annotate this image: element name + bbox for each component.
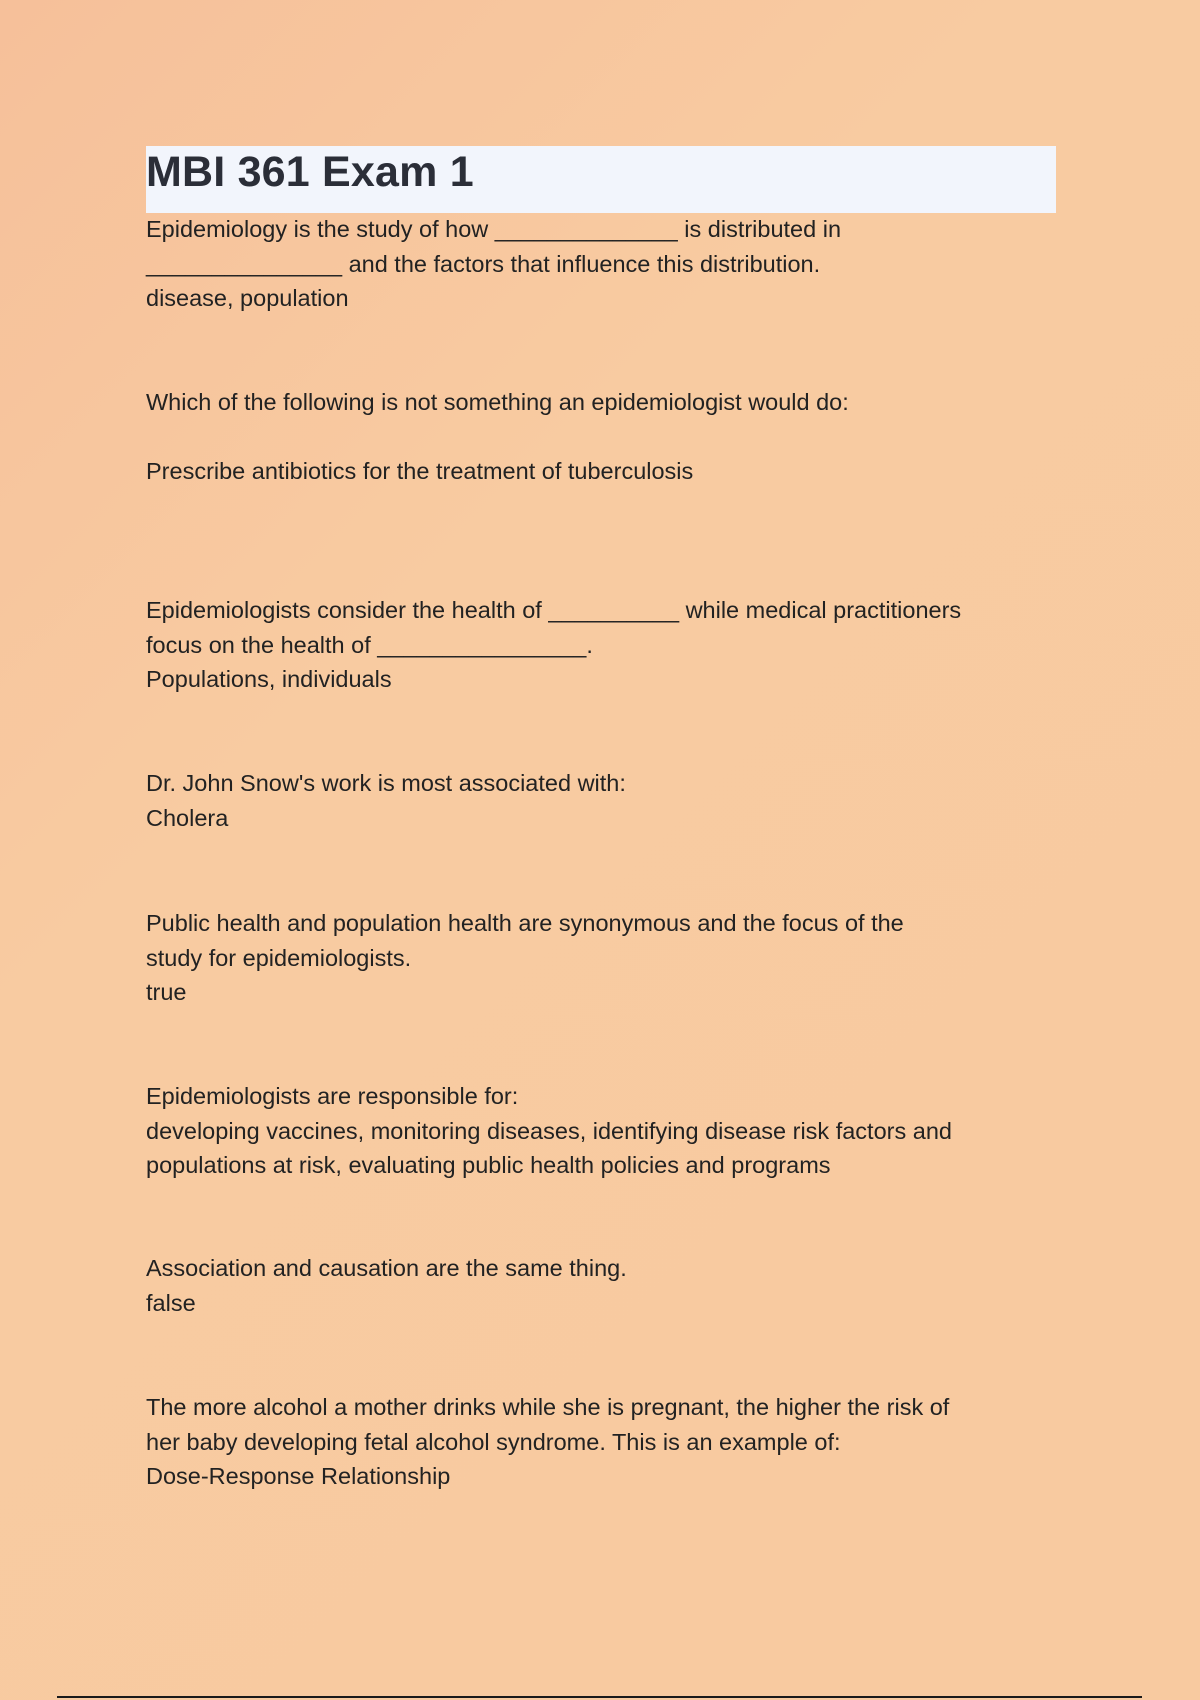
- question-line: Which of the following is not something an epidemiologist would do:: [146, 389, 849, 415]
- question-line: Association and causation are the same thing.: [146, 1255, 627, 1281]
- question-line: focus on the health of ________________.: [146, 631, 593, 658]
- qa-item: [146, 906, 1066, 1010]
- question-line: Dr. John Snow's work is most associated with:: [146, 770, 626, 796]
- blank-line: [146, 420, 1066, 455]
- answer-line: developing vaccines, monitoring diseases, identifying disease risk factors and: [146, 1117, 952, 1144]
- question-line: Public health and population health are synonymous and the focus of the: [146, 910, 904, 936]
- page-divider: [57, 1696, 1142, 1698]
- question-line: Epidemiologists are responsible for:: [146, 1083, 519, 1109]
- answer-line: Cholera: [146, 804, 229, 831]
- answer-line: Prescribe antibiotics for the treatment of tuberculosis: [146, 458, 694, 484]
- answer-line: true: [146, 979, 187, 1005]
- answer-line: disease, population: [146, 285, 349, 311]
- page-title: MBI 361 Exam 1: [146, 148, 474, 196]
- qa-item: [146, 1251, 1066, 1320]
- qa-item: [146, 385, 1066, 489]
- question-line: Epidemiologists consider the health of __________ while medical practitioners: [146, 597, 962, 623]
- answer-line: populations at risk, evaluating public health policies and programs: [146, 1152, 831, 1178]
- qa-item: [146, 1079, 1066, 1183]
- question-line: Epidemiology is the study of how ______________ is distributed in: [146, 216, 842, 242]
- answer-line: false: [146, 1289, 196, 1316]
- answer-line: Dose-Response Relationship: [146, 1463, 451, 1489]
- question-line: study for epidemiologists.: [146, 944, 412, 971]
- qa-item: [146, 766, 1066, 835]
- qa-item: [146, 1390, 1066, 1494]
- answer-line: Populations, individuals: [146, 666, 392, 692]
- qa-item: [146, 593, 1066, 697]
- question-line: her baby developing fetal alcohol syndrome. This is an example of:: [146, 1428, 841, 1455]
- question-line: The more alcohol a mother drinks while she is pregnant, the higher the risk of: [146, 1394, 950, 1420]
- qa-item: [146, 212, 1066, 316]
- question-line: _______________ and the factors that influence this distribution.: [146, 250, 821, 277]
